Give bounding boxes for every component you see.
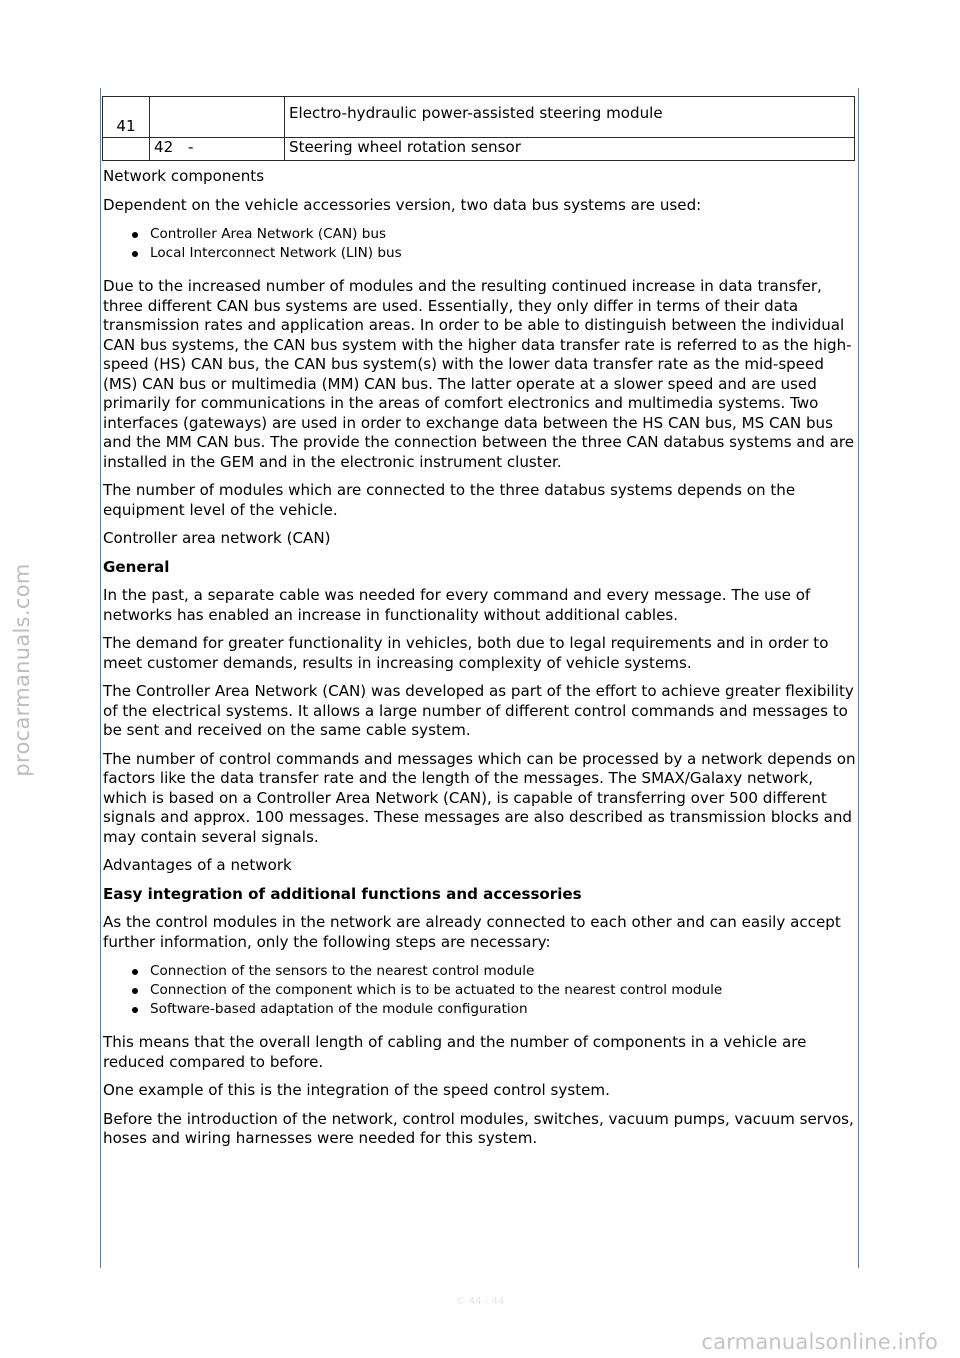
paragraph: The demand for greater functionality in vehicles, both due to legal requirements and in order to meet customer demands, results in increasing complexity of vehicle systems. [103, 634, 829, 672]
paragraph: This means that the overall length of cabling and the number of components in a vehicle are reduced compared to before. [103, 1033, 807, 1071]
table-cell-item [103, 138, 150, 161]
document-body [103, 96, 856, 1158]
subsection-heading: Easy integration of additional functions and accessories [103, 884, 582, 903]
paragraph: Before the introduction of the network, control modules, switches, vacuum pumps, vacuum servos, hoses and wiring harnesses were needed for this system. [103, 1109, 854, 1147]
paragraph: The number of control commands and messages which can be processed by a network depends on factors like the data transfer rate and the length of the messages. The SMAX/Galaxy network, which is based on a Controller Area Network (CAN), is capable of transferring over 500 different signals and approx. 100 messages. These messages are also described as transmission blocks and may contain several signals. [103, 749, 856, 846]
code-number: 42 [154, 138, 174, 156]
bottom-watermark: carmanualsonline.info [701, 1330, 938, 1354]
list-item: Controller Area Network (CAN) bus [150, 225, 856, 244]
table-cell-code [150, 138, 285, 161]
paragraph: One example of this is the integration of the speed control system. [103, 1081, 610, 1099]
component-table [102, 96, 855, 161]
table-cell-item: 41 [103, 97, 150, 138]
network-components-heading: Network components [103, 167, 265, 185]
page-border-right [858, 88, 859, 1268]
page-border-left [100, 88, 101, 1268]
page-number: © 44 - 44 [455, 1296, 505, 1307]
section-heading: Advantages of a network [103, 856, 292, 874]
table-row [103, 138, 855, 161]
list-item: Connection of the sensors to the nearest control module [150, 962, 856, 981]
code-dash: - [188, 138, 194, 156]
subsection-heading: General [103, 557, 170, 576]
table-cell-description: Steering wheel rotation sensor [285, 138, 855, 161]
steps-list [103, 962, 856, 1019]
list-item: Connection of the component which is to be actuated to the nearest control module [150, 981, 856, 1000]
paragraph: The Controller Area Network (CAN) was developed as part of the effort to achieve greater flexibility of the electrical systems. It allows a large number of different control commands and messages to be sent and received on the same cable system. [103, 682, 854, 739]
side-watermark: procarmanuals.com [10, 563, 34, 777]
table-row [103, 97, 855, 138]
bus-list [103, 225, 856, 263]
list-item: Software-based adaptation of the module configuration [150, 1000, 856, 1019]
table-cell-description: Electro-hydraulic power-assisted steering module [285, 97, 855, 138]
table-cell-code [150, 97, 285, 138]
paragraph: In the past, a separate cable was needed for every command and every message. The use of networks has enabled an increase in functionality without additional cables. [103, 586, 811, 624]
paragraph: Dependent on the vehicle accessories version, two data bus systems are used: [103, 195, 702, 214]
paragraph: The number of modules which are connected to the three databus systems depends on the equipment level of the vehicle. [103, 481, 796, 519]
list-item: Local Interconnect Network (LIN) bus [150, 244, 856, 263]
section-heading: Controller area network (CAN) [103, 529, 331, 547]
paragraph: As the control modules in the network are already connected to each other and can easily accept further information, only the following steps are necessary: [103, 913, 841, 951]
paragraph: Due to the increased number of modules and the resulting continued increase in data transfer, three different CAN bus systems are used. Essentially, they only differ in terms of their data transmission rates and application areas. In order to be able to distinguish between the individual CAN bus systems, the CAN bus system with the higher data transfer rate is referred to as the high-speed (HS) CAN bus, the CAN bus system(s) with the lower data transfer rate as the mid-speed (MS) CAN bus or multimedia (MM) CAN bus. The latter operate at a slower speed and are used primarily for communications in the areas of comfort electronics and multimedia systems. Two interfaces (gateways) are used in order to exchange data between the HS CAN bus, MS CAN bus and the MM CAN bus. The provide the connection between the three CAN databus systems and are installed in the GEM and in the electronic instrument cluster. [103, 277, 855, 471]
